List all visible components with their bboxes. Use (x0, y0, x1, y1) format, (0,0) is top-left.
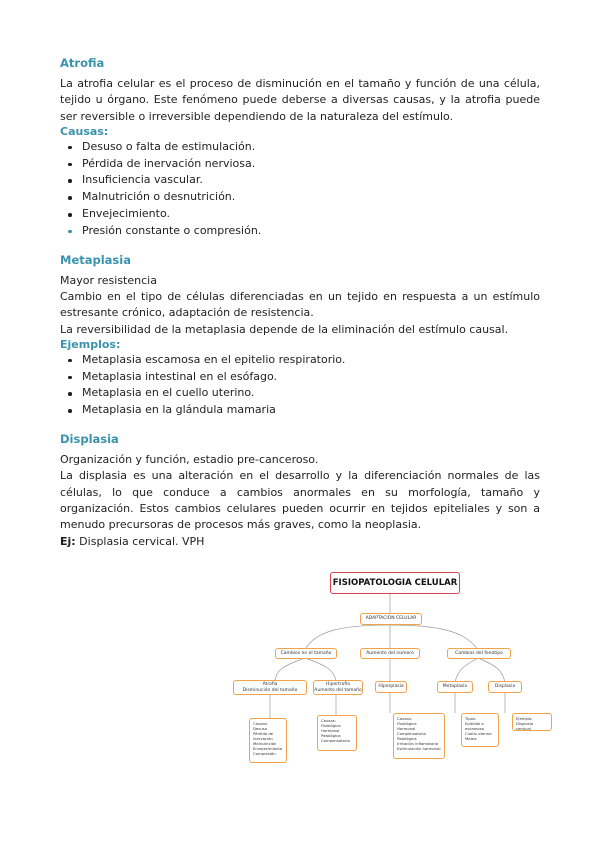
map-text: Irritación inflamatoria (397, 741, 439, 746)
document-page (60, 56, 540, 550)
map-text: Compensatoria (397, 731, 426, 736)
map-text: Hormonal (321, 728, 340, 733)
example-label: Ej: (60, 534, 76, 548)
map-hipertrofia-sub: Aumento del tamaño (314, 687, 362, 693)
list-item: Pérdida de inervación nerviosa. (60, 156, 540, 173)
metaplasia-line-3: La reversibilidad de la metaplasia depende de la eliminación del estímulo causal. (60, 322, 509, 336)
example-text: Displasia cervical. VPH (75, 534, 205, 548)
atrofia-causes-list (60, 139, 540, 240)
map-hipertrofia-title: Hipertrofia (326, 682, 350, 687)
map-text: Causas: (321, 718, 336, 723)
map-atrofia-title: Atrofia (262, 682, 278, 687)
map-text: Compresión (253, 751, 276, 756)
displasia-line-2: La displasia es una alteración en el desarrollo y la diferenciación normales de las células, lo que conduce a cambios anormales en su morfología, tamaño y organización. Estos cambios celulares pueden ocurrir en tejidos epiteliales y son a menudo precursoras de procesos más graves, como la neoplasia. (60, 469, 540, 532)
map-root: ADAPTACIÓN CELULAR (360, 613, 422, 625)
map-text: Epitelial a (465, 721, 484, 726)
map-text: Patológica (321, 733, 341, 738)
displasia-example (60, 534, 540, 550)
list-item: Metaplasia en el cuello uterino. (60, 385, 540, 402)
map-atrofia-sub: Disminución del tamaño (242, 687, 298, 693)
displasia-line-1: Organización y función, estadio pre-canceroso. (60, 453, 319, 467)
concept-map (225, 570, 555, 770)
map-hipertrofia-causes (317, 715, 357, 751)
map-text: Hormonal (397, 726, 416, 731)
displasia-heading: Displasia (60, 432, 119, 447)
map-level1-number: Aumento del número (360, 648, 420, 659)
map-text: Displasia cervical (516, 721, 534, 731)
map-metaplasia-items (461, 713, 499, 747)
map-text: Ejemplo: (516, 716, 533, 721)
map-text: Patológica (397, 736, 417, 741)
map-text: Mama (465, 736, 477, 741)
list-item: Metaplasia escamosa en el epitelio respiratorio. (60, 352, 540, 369)
map-atrofia-box (233, 680, 307, 695)
map-level1-size: Cambios en el tamaño (275, 648, 337, 659)
map-hipertrofia-box (313, 680, 363, 695)
metaplasia-examples-label: Ejemplos: (60, 337, 121, 351)
map-text: Fisiológica (397, 721, 417, 726)
map-metaplasia-box: Metaplasia (437, 681, 473, 693)
map-hiperplasia-causes (393, 713, 445, 759)
list-item: Desuso o falta de estimulación. (60, 139, 540, 156)
map-title: FISIOPATOLOGIA CELULAR (330, 572, 460, 594)
map-text: Tipos: (465, 716, 477, 721)
atrofia-heading: Atrofia (60, 56, 105, 70)
map-text: Malnutrición (253, 741, 277, 746)
list-item: Metaplasia en la glándula mamaria (60, 402, 540, 419)
list-item: Metaplasia intestinal en el esófago. (60, 369, 540, 386)
map-text: Envejecimiento (253, 746, 283, 751)
map-hiperplasia-box: Hiperplasia (375, 681, 407, 693)
map-level1-phenotype: Cambios del fenotipo (447, 648, 511, 659)
list-item: Presión constante o compresión. (60, 223, 540, 240)
map-atrofia-causes (249, 718, 287, 763)
map-text: inervación (253, 736, 273, 741)
metaplasia-line-1: Mayor resistencia (60, 273, 157, 287)
map-text: Estimulación hormonal (397, 746, 441, 751)
map-displasia-box: Displasia (488, 681, 522, 693)
map-text: Desuso (253, 726, 267, 731)
list-item: Malnutrición o desnutrición. (60, 189, 540, 206)
atrofia-causes-label: Causas: (60, 124, 109, 138)
metaplasia-line-2: Cambio en el tipo de células diferenciadas en un tejido en respuesta a un estímulo estresante crónico, adaptación de resistencia. (60, 289, 540, 320)
map-text: Causas: (253, 721, 268, 726)
metaplasia-examples-list (60, 352, 540, 419)
map-text: escamoso (465, 726, 485, 731)
map-displasia-items (512, 713, 552, 731)
metaplasia-heading: Metaplasia (60, 252, 131, 267)
map-text: Compensatoria (321, 738, 350, 743)
list-item: Insuficiencia vascular. (60, 172, 540, 189)
list-item: Envejecimiento. (60, 206, 540, 223)
map-text: Cuello uterino (465, 731, 492, 736)
map-text: Causas: (397, 716, 412, 721)
atrofia-description: La atrofia celular es el proceso de disminución en el tamaño y función de una célula, tejido u órgano. Este fenómeno puede deberse a diversas causas, y la atrofia puede ser reversible o irreversible dependiendo de la naturaleza del estímulo. (60, 77, 540, 123)
map-text: Fisiológica (321, 723, 341, 728)
map-text: Pérdida de (253, 731, 274, 736)
